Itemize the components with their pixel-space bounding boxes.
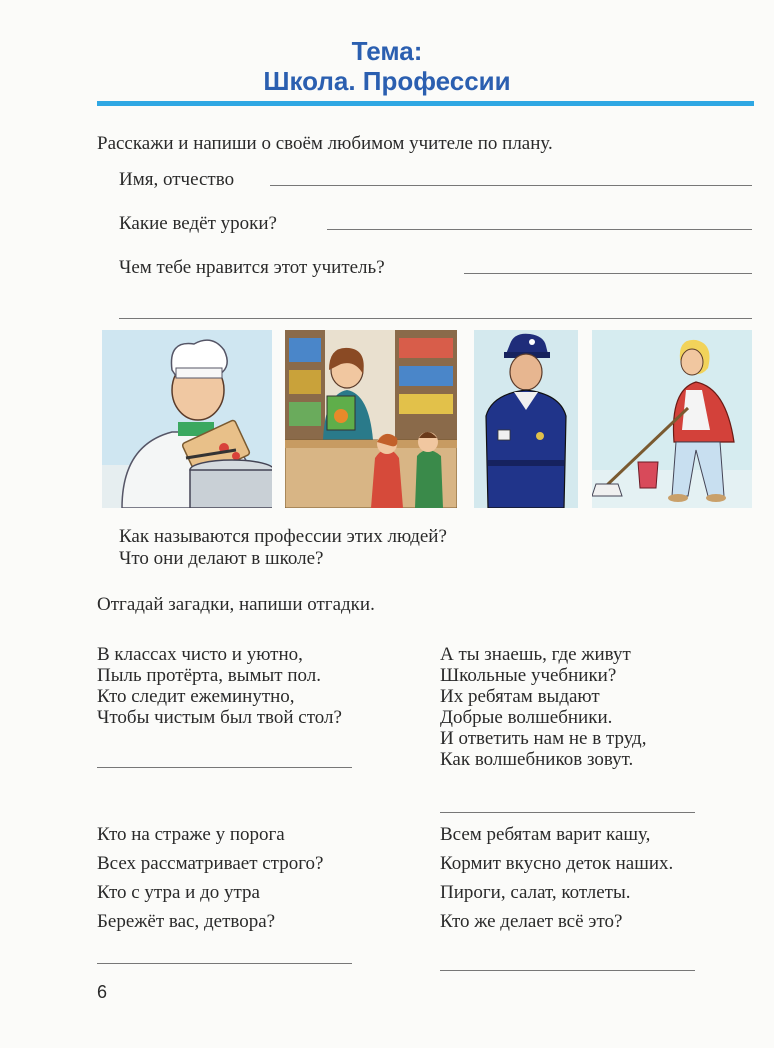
- prompt-why-like: Чем тебе нравится этот учитель?: [119, 257, 385, 278]
- page-number: 6: [97, 982, 108, 1002]
- riddle-line: И ответить нам не в труд,: [440, 728, 647, 749]
- prompt-lessons: Какие ведёт уроки?: [119, 213, 277, 234]
- riddle-line: А ты знаешь, где живут: [440, 644, 631, 665]
- answer-line-lessons[interactable]: [327, 229, 752, 230]
- riddle-cleaner: [97, 644, 342, 728]
- riddle-line: Кормит вкусно деток наших.: [440, 853, 674, 874]
- answer-line-extra[interactable]: [119, 318, 752, 319]
- task-1-intro: Расскажи и напиши о своём любимом учителе по плану.: [97, 133, 553, 154]
- question-professions: Как называются профессии этих людей?: [119, 526, 447, 547]
- cook-picture: [102, 330, 272, 508]
- librarian-icon: [285, 330, 457, 508]
- riddle-line: Бережёт вас, детвора?: [97, 911, 276, 932]
- riddle-line: Как волшебников зовут.: [440, 749, 634, 770]
- answer-line-name[interactable]: [270, 185, 752, 186]
- answer-line-why-like[interactable]: [464, 273, 752, 274]
- riddle-line: Всех рассматривает строго?: [97, 853, 324, 874]
- title-line-2: Школа. Профессии: [263, 66, 511, 96]
- riddle-answer-line-4[interactable]: [440, 970, 695, 971]
- cleaner-picture: [592, 330, 752, 508]
- title-underline: [97, 101, 754, 106]
- riddle-line: Кто следит ежеминутно,: [97, 686, 295, 707]
- riddle-line: Их ребятам выдают: [440, 686, 600, 707]
- page-title: [0, 36, 774, 96]
- riddle-line: Пыль протёрта, вымыт пол.: [97, 665, 321, 686]
- riddle-line: Кто на страже у порога: [97, 824, 285, 845]
- prompt-name: Имя, отчество: [119, 169, 235, 190]
- riddle-line: Всем ребятам варит кашу,: [440, 824, 651, 845]
- task-3-intro: Отгадай загадки, напиши отгадки.: [97, 594, 375, 615]
- riddle-line: В классах чисто и уютно,: [97, 644, 303, 665]
- riddle-answer-line-2[interactable]: [440, 812, 695, 813]
- cleaner-icon: [592, 330, 752, 508]
- librarian-picture: [285, 330, 457, 508]
- security-guard-icon: [474, 330, 578, 508]
- riddle-guard: [97, 820, 323, 936]
- riddle-line: Чтобы чистым был твой стол?: [97, 707, 342, 728]
- riddle-answer-line-1[interactable]: [97, 767, 352, 768]
- question-what-they-do: Что они делают в школе?: [119, 548, 324, 569]
- riddle-line: Кто же делает всё это?: [440, 911, 623, 932]
- cook-icon: [102, 330, 272, 508]
- riddle-line: Школьные учебники?: [440, 665, 617, 686]
- riddle-line: Пироги, салат, котлеты.: [440, 882, 631, 903]
- riddle-line: Добрые волшебники.: [440, 707, 613, 728]
- riddle-librarian: [440, 644, 646, 770]
- title-line-1: Тема:: [351, 36, 423, 66]
- riddle-line: Кто с утра и до утра: [97, 882, 260, 903]
- riddle-cook: [440, 820, 673, 936]
- riddle-answer-line-3[interactable]: [97, 963, 352, 964]
- guard-picture: [474, 330, 578, 508]
